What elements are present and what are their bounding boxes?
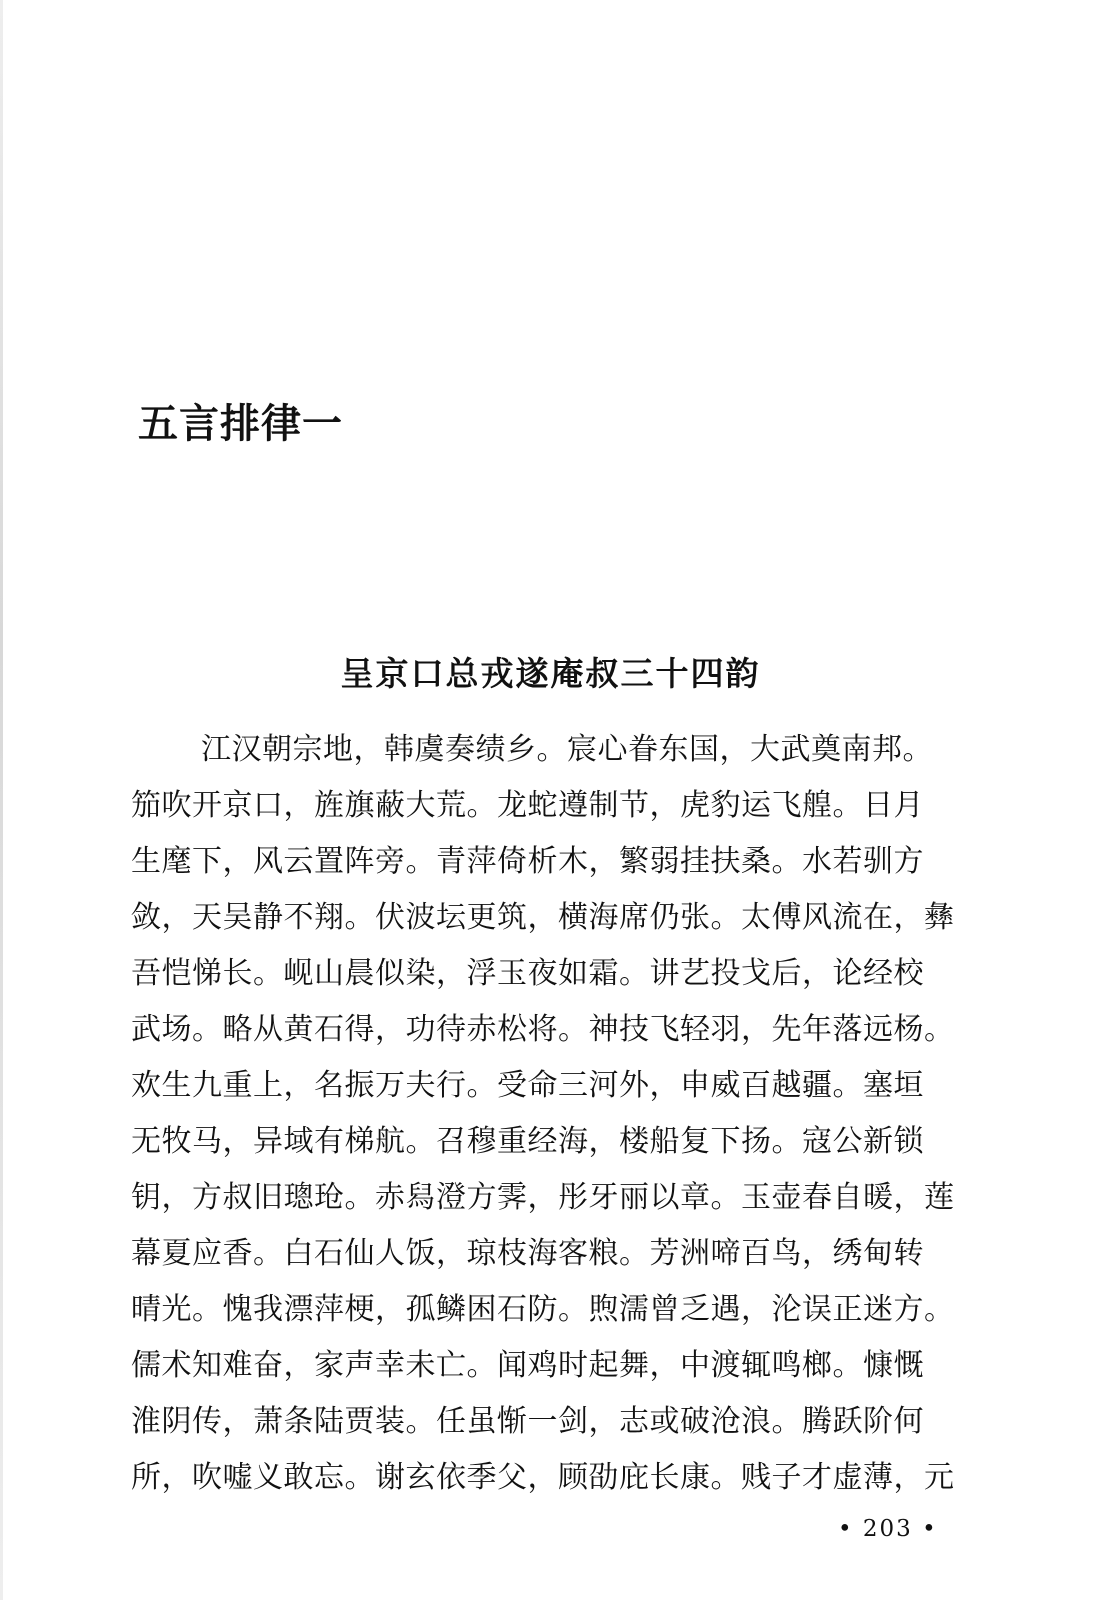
poem-line: 笳吹开京口，旌旗蔽大荒。龙蛇遵制节，虎豹运飞艎。日月 (131, 788, 924, 823)
poem-line: 江汉朝宗地，韩虞奏绩乡。宸心眷东国，大武奠南邦。 (201, 732, 933, 767)
poem-line: 吾恺悌长。岘山晨似染，浮玉夜如霜。讲艺投戈后，论经校 (131, 956, 924, 991)
section-heading: 五言排律一 (138, 401, 343, 447)
poem-line: 钥，方叔旧璁玱。赤舄澄方霁，彤牙丽以章。玉壶春自暖，莲 (131, 1180, 955, 1215)
poem-line: 儒术知难奋，家声幸未亡。闻鸡时起舞，中渡辄鸣榔。慷慨 (131, 1348, 924, 1383)
poem-line: 欢生九重上，名振万夫行。受命三河外，申威百越疆。塞垣 (131, 1068, 924, 1103)
poem-line: 幕夏应香。白石仙人饭，琼枝海客粮。芳洲啼百鸟，绣甸转 (131, 1236, 924, 1271)
poem-line: 无牧马，异域有梯航。召穆重经海，楼船复下扬。寇公新锁 (131, 1124, 924, 1159)
page-number: • 203 • (838, 1516, 938, 1542)
page-edge-shadow (0, 0, 3, 1600)
poem-line: 所，吹嘘义敢忘。谢玄依季父，顾劭庇长康。贱子才虚薄，元 (131, 1460, 955, 1495)
poem-line: 晴光。愧我漂萍梗，孤鳞困石防。煦濡曾乏遇，沦误正迷方。 (131, 1292, 955, 1327)
poem-line: 敛，天吴静不翔。伏波坛更筑，横海席仍张。太傅风流在，彝 (131, 900, 955, 935)
poem-body (131, 722, 981, 1506)
poem-line: 生麾下，风云置阵旁。青萍倚析木，繁弱挂扶桑。水若驯方 (131, 844, 924, 879)
poem-title: 呈京口总戎遂庵叔三十四韵 (340, 654, 761, 693)
poem-line: 武场。略从黄石得，功待赤松将。神技飞轻羽，先年落远杨。 (131, 1012, 955, 1047)
poem-line: 淮阴传，萧条陆贾装。任虽惭一剑，志或破沧浪。腾跃阶何 (131, 1404, 924, 1439)
